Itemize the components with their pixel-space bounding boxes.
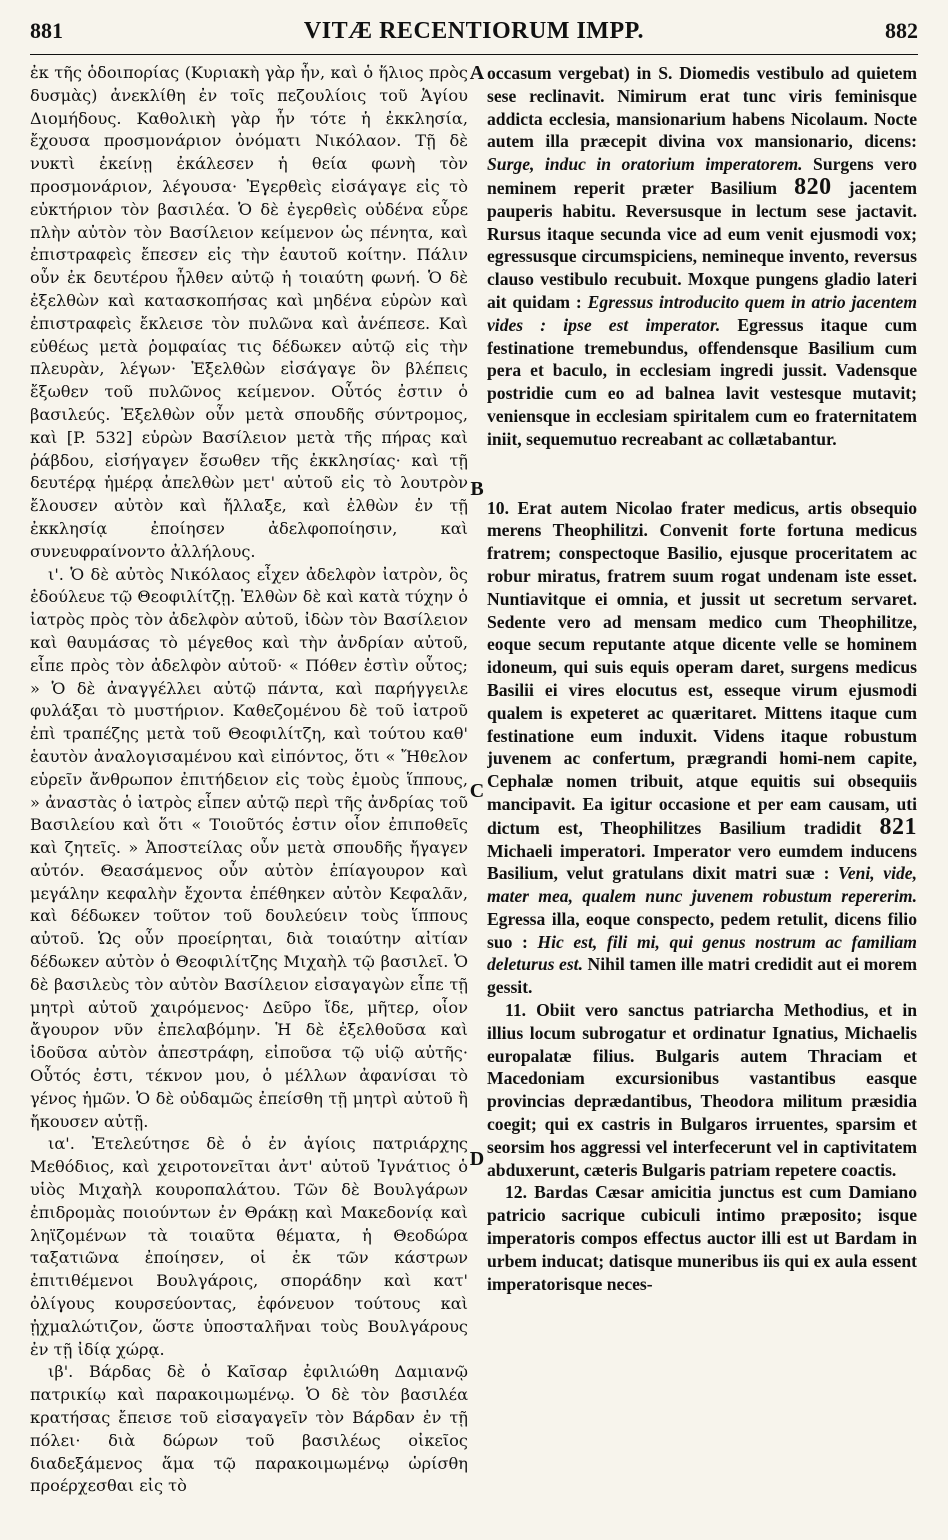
page-header (30, 14, 918, 55)
migne-column-marker-821: 821 (879, 813, 917, 840)
margin-marker-a: A (469, 62, 485, 84)
latin-p1-text-d: Egressus itaque cum festinatione tremebundus, offendensque Basilium cum pera et baculo, in ecclesiam ingredi jussit. Vadensque postridie cum eo ad balnea lavit vestesque mutavit; veniensque in ecclesiam spiritalem cum eo fraternitatem iniit, sequemutuo recreabant ac collætabantur. (487, 314, 917, 449)
running-title: VITÆ RECENTIORUM IMPP. (303, 18, 645, 44)
latin-p2-text-d: Nihil tamen ille matri credidit aut ei morem gessit. (487, 954, 917, 998)
margin-marker-b: B (470, 478, 484, 500)
left-page-number: 881 (30, 18, 63, 43)
right-page-number: 882 (885, 18, 918, 43)
greek-paragraph-11: ια'. Ἐτελεύτησε δὲ ὁ ἐν ἁγίοις πατριάρχης Μεθόδιος, καὶ χειροτονεῖται ἀντ' αὐτοῦ Ἰγνάτιος ὁ υἱὸς Μιχαὴλ κουροπαλάτου. Τῶν δὲ Βουλγάρων ἐπιδρομὰς ποιούντων ἐν Θράκῃ καὶ Μακεδονίᾳ καὶ ληϊζομένων τὰ τοιαῦτα θέματα, ἡ Θεοδώρα ταξατιῶνα ἐποίησεν, οἱ ἐκ τῶν κάστρων ἐπιτιθέμενοι Βουλγάροις, σποράδην καὶ κατ' ὀλίγους κουρσεύοντας, ἐφόνευον τούτους καὶ ᾐχμαλώτιζον, ὥστε ὑποσταλῆναι τοὺς Βουλγάρους ἐν τῇ ἰδίᾳ χώρᾳ. (30, 1134, 468, 1359)
margin-marker-d: D (469, 1148, 485, 1170)
latin-p2-text-c: Egressa illa, eoque conspecto, pedem retulit, dicens filio suo : (487, 908, 917, 952)
paragraph-gap (487, 451, 917, 497)
latin-paragraph-9 (487, 62, 917, 451)
latin-p2-italic-b: Hic est, fili mi, qui genus nostrum ac familiam deleturus est. (487, 931, 917, 975)
latin-p1-text-b: Surgens vero neminem reperit præter Basilium (487, 154, 917, 198)
migne-column-marker-820: 820 (794, 173, 832, 200)
latin-p2-text-b: Michaeli imperatori. Imperator vero eumdem inducens Basilium, velut gratulans dixit matri suæ : (487, 840, 917, 884)
greek-paragraph-10: ι'. Ὁ δὲ αὐτὸς Νικόλαος εἶχεν ἀδελφὸν ἰατρὸν, ὃς ἐδούλευε τῷ Θεοφιλίτζῃ. Ἐλθὼν δὲ καὶ κατὰ τύχην ὁ ἰατρὸς πρὸς τὸν ἀδελφὸν αὐτοῦ, ἰδὼν τὸν Βασίλειον καὶ θαυμάσας τὸ μέγεθος καὶ τὴν ἀνδρίαν αὐτοῦ, εἶπε πρὸς τὸν ἀδελφὸν αὐτοῦ· « Πόθεν ἐστὶν οὗτος; » Ὁ δὲ ἀναγγέλλει αὐτῷ πάντα, καὶ παρήγγειλε φυλάξαι τὸ μυστήριον. Καθεζομένου δὲ τοῦ ἰατροῦ ἐπὶ τραπέζης μετὰ τοῦ Θεοφιλίτζη, καὶ τούτου καθ' ἑαυτὸν ἀναλογισαμένου καὶ εἰπόντος, ὅτι « Ἤθελον εὑρεῖν ἄνθρωπον ἐπιτήδειον εἰς τοὺς ἐμοὺς ἵππους, » ἀναστὰς ὁ ἰατρὸς εἶπεν αὐτῷ περὶ τῆς ἀνδρίας τοῦ Βασιλείου καὶ ὅτι « Τοιοῦτός ἐστιν οἷον ἐπιποθεῖς καὶ ζητεῖς. » Ἀποστείλας οὖν μετὰ σπουδῆς ἤγαγεν αὐτόν. Θεασάμενος οὖν αὐτὸν ἐπίαγουρον καὶ μεγάλην κεφαλὴν ἔχοντα ἐπέθηκεν αὐτὸν Κεφαλᾶν, καὶ δέδωκεν τοῦτον τοῦ δουλεύειν τοὺς ἵππους αὐτοῦ. Ὡς οὖν προείρηται, διὰ τοιαύτην αἰτίαν δέδωκεν αὐτὸν ὁ Θεοφιλίτζης Μιχαὴλ τῷ βασιλεῖ. Ὁ δὲ βασιλεὺς τὸν αὐτὸν Βασίλειον εἰσαγαγὼν εἶπε τῇ μητρὶ αὐτοῦ χαιρόμενος· Δεῦρο ἴδε, μῆτερ, οἷον ἄγουρον νῦν ἐπελαβόμην. Ἡ δὲ ἐξελθοῦσα καὶ ἰδοῦσα αὐτὸν ἀπεστράφη, εἰποῦσα τῷ υἱῷ αὐτῆς· Οὗτός ἐστι, τέκνον μου, ὁ μέλλων ἀφανίσαι τὸ γένος ἡμῶν. Ὁ δὲ οὐδαμῶς ἐπείσθη τῇ μητρὶ αὐτοῦ ἢ ἤκουσεν αὐτῇ. (30, 564, 468, 1131)
greek-paragraph-9: ἐκ τῆς ὁδοιπορίας (Κυριακὴ γὰρ ἦν, καὶ ὁ ἥλιος πρὸς δυσμὰς) ἀνεκλίθη ἐν τοῖς πεζουλίοις τοῦ Ἁγίου Διομήδους. Καθολικὴ γὰρ ἦν τότε ἡ ἐκκλησία, ἔχουσα προσμονάριον ὀνόματι Νικόλαον. Τῇ δὲ νυκτὶ ἐκείνῃ ἐκάλεσεν ἡ θεία φωνὴ τὸν προσμονάριον, λέγουσα· Ἐγερθεὶς εἰσάγαγε εἰς τὸ εὐκτήριον τὸν βασιλέα. Ὁ δὲ ἐγερθεὶς οὐδένα εὗρε πλὴν αὐτὸν τὸν Βασίλειον κείμενον ὡς πένητα, καὶ ἐπιστραφεὶς ἔπεσεν εἰς τὴν ἑαυτοῦ κοίτην. Πάλιν οὖν ἐκ δευτέρου ἦλθεν αὐτῷ ἡ τοιαύτη φωνή. Ὁ δὲ ἐξελθὼν καὶ κατασκοπήσας καὶ μηδένα εὑρὼν καὶ ἐπιστραφεὶς ἔκλεισε τὸν πυλῶνα καὶ ἀνέπεσε. Καὶ εὐθέως μετὰ ῥομφαίας τις δέδωκεν αὐτῷ εἰς τὴν πλευρὰν, λέγων· Ἐξελθὼν εἰσάγαγε ὃν βλέπεις ἔξωθεν τοῦ πυλῶνος κείμενον. Οὗτός ἐστιν ὁ βασιλεύς. Ἐξελθὼν οὖν μετὰ σπουδῆς σύντρομος, καὶ [P. 532] εὑρὼν Βασίλειον μετὰ τῆς πήρας καὶ ῥάβδου, εἰσήγαγεν ἔσωθεν τῆς ἐκκλησίας· καὶ τῇ δευτέρᾳ ἡμέρᾳ ἀπελθὼν μετ' αὐτοῦ εἰς τὸ λουτρὸν ἔλουσεν αὐτὸν καὶ ἤλλαξε, καὶ ἐλθὼν ἐν τῇ ἐκκλησίᾳ ἐποίησεν ἀδελφοποίησιν, καὶ συνευφραίνοντο ἀλλήλους. (30, 63, 468, 561)
latin-p2-text-a: 10. Erat autem Nicolao frater medicus, artis obsequio merens Theophilitzi. Convenit forte fortuna medicus fratrem; conspectoque Basilio, ejusque proceritatem ac robur miratus, fratrem suum rogat undenam iste esset. Nuntiavitque ei omnia, et jussit ut secretum servaret. Sedente vero ad mensam medico cum Theophilitze, eoque secum reputante atque dicente velle se hominem idoneum, qui suis equis operam daret, surgens medicus Basilii ei vires elocutus est, esseque virum ejusmodi qualem is expeteret ac quæritaret. Mittens itaque cum festinatione eum induxit. Videns itaque robustum juvenem ac confertum, prægrandi homi-nem capite, Cephalæ nomen tribuit, atque equitis sui obsequiis mancipavit. Ea igitur occasione et per eam causam, uti dictum est, Theophilitzes Basilium tradidit (487, 497, 917, 838)
latin-column (487, 62, 917, 1536)
greek-paragraph-12: ιβ'. Βάρδας δὲ ὁ Καῖσαρ ἐφιλιώθη Δαμιανῷ πατρικίῳ καὶ παρακοιμωμένῳ. Ὁ δὲ τὸν βασιλέα κρατήσας ἔπεισε τοῦ εἰσαγαγεῖν τὸν Βάρδαν ἐν τῇ πόλει· διὰ δώρων τοῦ βασιλέως οἰκεῖος διαδεξάμενος ἅμα τῷ παρακοιμωμένῳ ὡρίσθη προέρχεσθαι εἰς τὸ (30, 1362, 468, 1496)
margin-marker-c: C (469, 780, 485, 802)
latin-p1-text-a: occasum vergebat) in S. Diomedis vestibulo ad quietem sese reclinavit. Nimirum erat tunc viris feminisque addicta ecclesia, mansionarium habens Nicolaum. Nocte autem illa præcepit divina vox mansionario, dicens: (487, 63, 917, 152)
latin-p1-italic-b: Egressus introducito quem in atrio jacentem vides : ipse est imperator. (487, 291, 917, 335)
latin-p2-italic-a: Veni, vide, mater mea, qualem nunc juvenem robustum repererim. (487, 863, 917, 907)
latin-paragraph-10 (487, 497, 917, 1000)
latin-p1-text-c: jacentem pauperis habitu. Reversusque in lectum sese jactavit. Rursus itaque secunda vice ad eum venit ejusmodi vox; egressusque circumspiciens, nemineque invento, reversus clauso vestibulo recubuit. Moxque pungens gladio lateri ait quidam : (487, 177, 917, 312)
latin-p1-italic-a: Surge, induc in oratorium imperatorem. (487, 154, 803, 175)
latin-paragraph-11: 11. Obiit vero sanctus patriarcha Methodius, et in illius locum subrogatur et ordinatur Ignatius, Michaelis europalatæ filius. Bulgaris autem Thraciam et Macedoniam excursionibus vastantibus easque provincias deprædantibus, Theodora militum præsidia coegit; qui ex castris in Bulgaros irruentes, sparsim et seorsim hos aggressi vel interfecerunt vel in captivitatem abduxerunt, cæteris Bulgaris patriam repetere coactis. (487, 1000, 917, 1180)
greek-column (30, 62, 468, 1536)
latin-paragraph-12: 12. Bardas Cæsar amicitia junctus est cum Damiano patricio sacrique cubiculi intimo præposito; isque imperatoris compos effectus auctor illi est ut Bardam in urbem inducat; datisque muneribus iis qui ex aula essent imperatorisque neces- (487, 1182, 917, 1294)
